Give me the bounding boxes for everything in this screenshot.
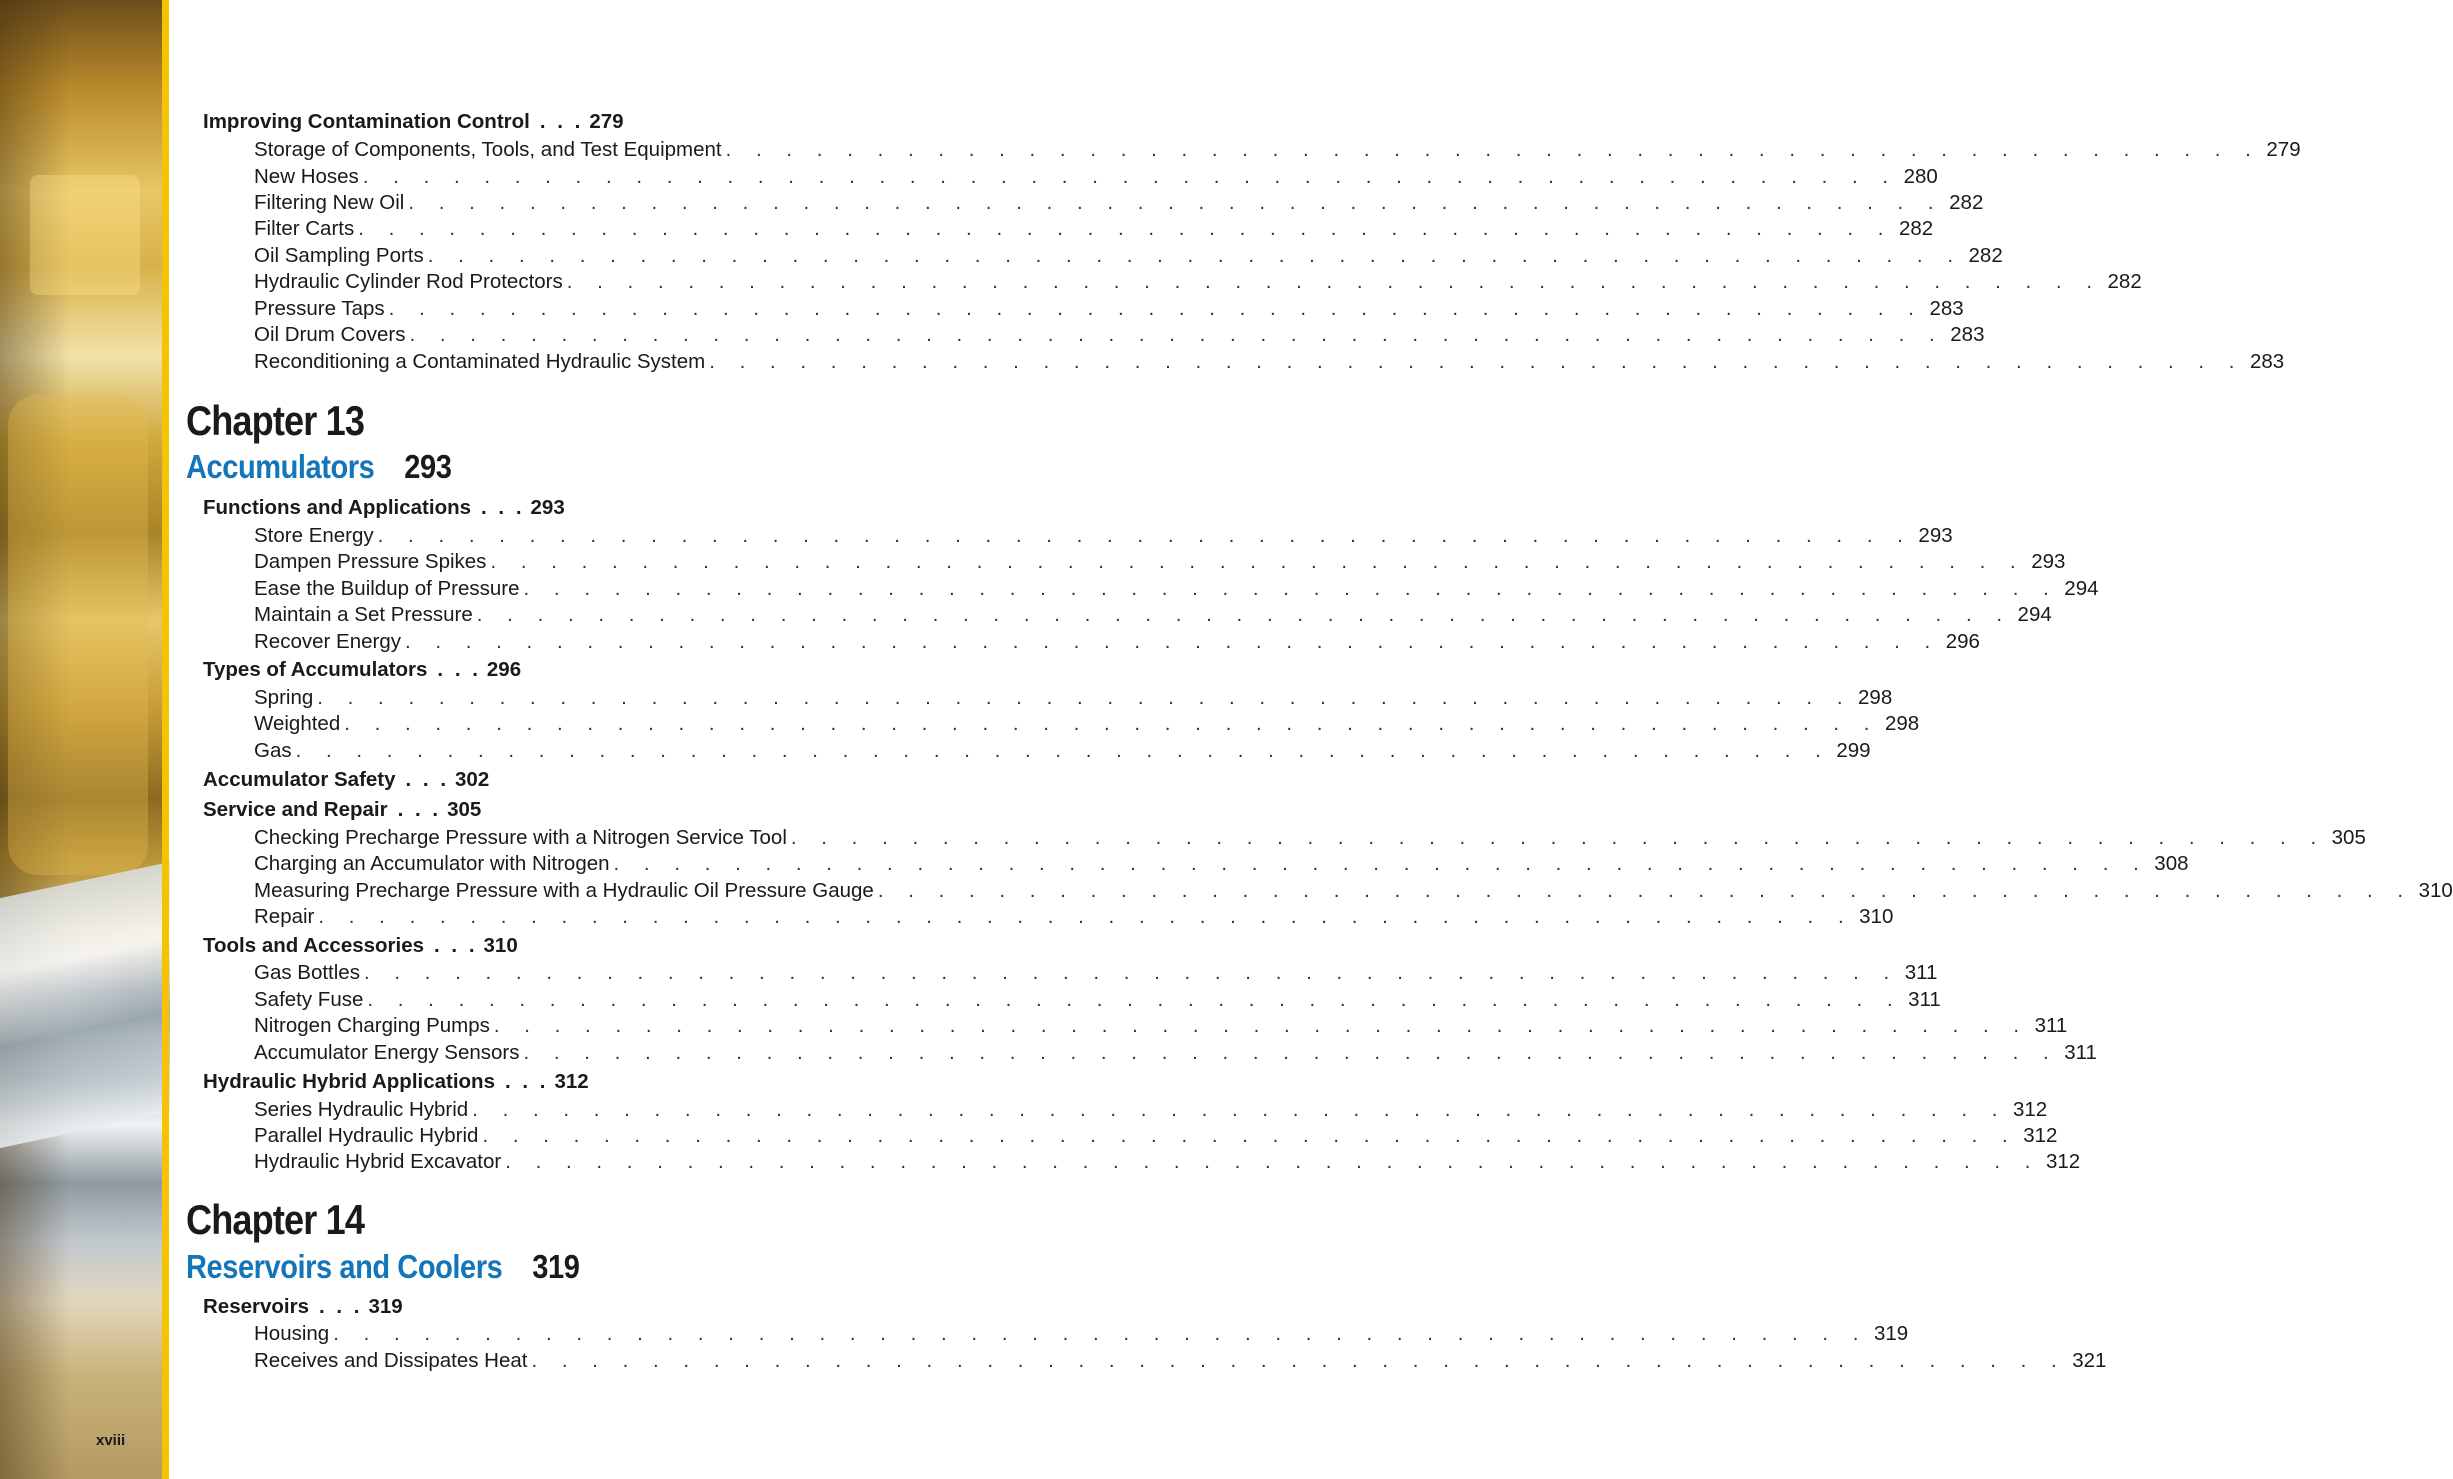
dot-leader: . . . . . . . . . . . . . . . . . . . . . . . . . . . . . . . . . . . . . . . . . . . . . . . . . . . bbox=[493, 1014, 2029, 1037]
toc-entry bbox=[254, 878, 2453, 904]
entry-title: Recover Energy bbox=[254, 630, 401, 653]
page-number: xviii bbox=[96, 1432, 126, 1449]
toc-entry bbox=[254, 1348, 2107, 1374]
entry-page: 282 bbox=[1968, 244, 2003, 267]
entry-page: 319 bbox=[1873, 1322, 1909, 1345]
section-title: Functions and Applications bbox=[203, 496, 472, 519]
toc-entry bbox=[254, 269, 2142, 295]
entry-page: 312 bbox=[2012, 1098, 2048, 1121]
entry-title: Parallel Hydraulic Hybrid bbox=[254, 1124, 479, 1147]
section-heading bbox=[203, 932, 518, 960]
dot-leader: . . . . . . . . . . . . . . . . . . . . . . . . . . . . . . . . . . . . . . . . . . . . . . . . . . . bbox=[377, 524, 1913, 547]
dot-leader: . . . . . . . . . . . . . . . . . . . . . . . . . . . . . . . . . . . . . . . . . . . . . . . . . . . bbox=[409, 323, 1945, 346]
section-heading bbox=[203, 766, 489, 794]
toc-entry bbox=[254, 243, 2003, 269]
chapter-title-text: Reservoirs and Coolers bbox=[186, 1248, 503, 1285]
section-title: Hydraulic Hybrid Applications bbox=[203, 1070, 495, 1093]
toc-entry bbox=[254, 825, 2366, 851]
toc-entry bbox=[254, 164, 1938, 190]
entry-page: 282 bbox=[1899, 217, 1934, 240]
section-heading bbox=[203, 1293, 403, 1321]
dot-leader: . . . . . . . . . . . . . . . . . . . . . . . . . . . . . . . . . . . . . . . . . . . . . . . . . . . bbox=[725, 138, 2261, 161]
entry-title: Ease the Buildup of Pressure bbox=[254, 577, 520, 600]
entry-page: 298 bbox=[1858, 686, 1893, 709]
entry-page: 283 bbox=[1929, 297, 1964, 320]
chapter-13-label: Chapter 13 bbox=[186, 397, 365, 444]
chapter-title-text: Accumulators bbox=[186, 448, 375, 485]
dot-leader: . . . . . . . . . . . . . . . . . . . . . . . . . . . . . . . . . . . . . . . . . . . . . . . . . . . bbox=[566, 270, 2102, 293]
dot-leader: . . . . . . . . . . . . . . . . . . . . . . . . . . . . . . . . . . . . . . . . . . . . . . . . . . . bbox=[523, 577, 2059, 600]
entry-title: Store Energy bbox=[254, 524, 374, 547]
dot-leader: . . . . . . . . . . . . . . . . . . . . . . . . . . . . . . . . . . . . . . . . . . . . . . . . . . . bbox=[388, 297, 1924, 320]
chapter-14-title bbox=[186, 1248, 579, 1286]
toc-entry bbox=[254, 711, 1920, 737]
entry-title: Maintain a Set Pressure bbox=[254, 603, 473, 626]
section-page: 296 bbox=[486, 658, 522, 681]
toc-entry bbox=[254, 576, 2099, 602]
dot-leader: . . . . . . . . . . . . . . . . . . . . . . . . . . . . . . . . . . . . . . . . . . . . . . . . . . . bbox=[344, 712, 1879, 735]
dot-leader: . . . . . . . . . . . . . . . . . . . . . . . . . . . . . . . . . . . . . . . . . . . . . . . . . . . bbox=[482, 1124, 2018, 1147]
toc-entry bbox=[254, 1321, 1909, 1347]
section-page: 310 bbox=[483, 934, 518, 957]
entry-page: 282 bbox=[2107, 270, 2142, 293]
toc-entry bbox=[254, 629, 1980, 655]
entry-title: Measuring Precharge Pressure with a Hydraulic Oil Pressure Gauge bbox=[254, 879, 874, 902]
entry-title: Filter Carts bbox=[254, 217, 355, 240]
entry-title: Oil Drum Covers bbox=[254, 323, 406, 346]
entry-title: Spring bbox=[254, 686, 314, 709]
section-page: 293 bbox=[530, 496, 565, 519]
section-dots: . . . bbox=[318, 1295, 363, 1318]
toc-entry bbox=[254, 960, 1938, 986]
section-title: Service and Repair bbox=[203, 798, 388, 821]
entry-title: Accumulator Energy Sensors bbox=[254, 1041, 520, 1064]
dot-leader: . . . . . . . . . . . . . . . . . . . . . . . . . . . . . . . . . . . . . . . . . . . . . . . . . . . bbox=[317, 686, 1853, 709]
dot-leader: . . . . . . . . . . . . . . . . . . . . . . . . . . . . . . . . . . . . . . . . . . . . . . . . . . . bbox=[358, 217, 1893, 240]
entry-page: 311 bbox=[2034, 1014, 2068, 1037]
entry-title: Nitrogen Charging Pumps bbox=[254, 1014, 490, 1037]
section-dots: . . . bbox=[405, 768, 450, 791]
dot-leader: . . . . . . . . . . . . . . . . . . . . . . . . . . . . . . . . . . . . . . . . . . . . . . . . . . . bbox=[505, 1150, 2040, 1173]
section-page: 302 bbox=[455, 768, 490, 791]
toc-entry bbox=[254, 1123, 2058, 1149]
toc-entry bbox=[254, 1149, 2081, 1175]
section-title: Reservoirs bbox=[203, 1295, 309, 1318]
entry-page: 311 bbox=[1904, 961, 1938, 984]
entry-page: 282 bbox=[1949, 191, 1984, 214]
toc-entry bbox=[254, 549, 2066, 575]
toc-entry bbox=[254, 1013, 2068, 1039]
dot-leader: . . . . . . . . . . . . . . . . . . . . . . . . . . . . . . . . . . . . . . . . . . . . . . . . . . . bbox=[877, 879, 2413, 902]
dot-leader: . . . . . . . . . . . . . . . . . . . . . . . . . . . . . . . . . . . . . . . . . . . . . . . . . . . bbox=[427, 244, 1963, 267]
entry-page: 308 bbox=[2154, 852, 2189, 875]
entry-title: Checking Precharge Pressure with a Nitrogen Service Tool bbox=[254, 826, 787, 849]
section-dots: . . . bbox=[437, 658, 481, 681]
entry-title: Oil Sampling Ports bbox=[254, 244, 424, 267]
toc-entry bbox=[254, 1040, 2097, 1066]
entry-page: 296 bbox=[1945, 630, 1980, 653]
entry-page: 311 bbox=[1908, 988, 1941, 1011]
entry-title: Charging an Accumulator with Nitrogen bbox=[254, 852, 610, 875]
dot-leader: . . . . . . . . . . . . . . . . . . . . . . . . . . . . . . . . . . . . . . . . . . . . . . . . . . . bbox=[363, 961, 1899, 984]
dot-leader: . . . . . . . . . . . . . . . . . . . . . . . . . . . . . . . . . . . . . . . . . . . . . . . . . . . bbox=[709, 350, 2244, 373]
toc-entry bbox=[254, 322, 1985, 348]
toc-entry bbox=[254, 685, 1893, 711]
section-heading bbox=[203, 796, 481, 824]
entry-title: Storage of Components, Tools, and Test Equipment bbox=[254, 138, 722, 161]
section-page: 319 bbox=[368, 1295, 403, 1318]
section-page: 312 bbox=[554, 1070, 589, 1093]
chapter-page: 319 bbox=[532, 1248, 580, 1285]
dot-leader: . . . . . . . . . . . . . . . . . . . . . . . . . . . . . . . . . . . . . . . . . . . . . . . . . . . bbox=[476, 603, 2012, 626]
toc-entry bbox=[254, 296, 1964, 322]
entry-title: Weighted bbox=[254, 712, 341, 735]
chapter-page: 293 bbox=[404, 448, 452, 485]
section-heading bbox=[203, 494, 565, 522]
entry-title: Reconditioning a Contaminated Hydraulic System bbox=[254, 350, 706, 373]
dot-leader: . . . . . . . . . . . . . . . . . . . . . . . . . . . . . . . . . . . . . . . . . . . . . . . . . . . bbox=[362, 165, 1898, 188]
chapter-13-title bbox=[186, 448, 451, 486]
dot-leader: . . . . . . . . . . . . . . . . . . . . . . . . . . . . . . . . . . . . . . . . . . . . . . . . . . . bbox=[613, 852, 2149, 875]
entry-title: Hydraulic Cylinder Rod Protectors bbox=[254, 270, 563, 293]
entry-page: 321 bbox=[2072, 1349, 2107, 1372]
entry-page: 283 bbox=[1950, 323, 1985, 346]
dot-leader: . . . . . . . . . . . . . . . . . . . . . . . . . . . . . . . . . . . . . . . . . . . . . . . . . . . bbox=[523, 1041, 2059, 1064]
entry-title: Receives and Dissipates Heat bbox=[254, 1349, 528, 1372]
chapter-14-label: Chapter 14 bbox=[186, 1196, 365, 1243]
entry-page: 299 bbox=[1836, 739, 1871, 762]
dot-leader: . . . . . . . . . . . . . . . . . . . . . . . . . . . . . . . . . . . . . . . . . . . . . . . . . . . bbox=[490, 550, 2026, 573]
entry-page: 280 bbox=[1903, 165, 1938, 188]
dot-leader: . . . . . . . . . . . . . . . . . . . . . . . . . . . . . . . . . . . . . . . . . . . . . . . . . . . bbox=[295, 739, 1831, 762]
section-dots: . . . bbox=[539, 110, 584, 133]
dot-leader: . . . . . . . . . . . . . . . . . . . . . . . . . . . . . . . . . . . . . . . . . . . . . . . . . . . bbox=[367, 988, 1903, 1011]
section-heading bbox=[203, 656, 521, 684]
toc-entry bbox=[254, 523, 1953, 549]
toc-entry bbox=[254, 738, 1871, 764]
entry-title: Housing bbox=[254, 1322, 330, 1345]
entry-page: 293 bbox=[1918, 524, 1953, 547]
entry-page: 305 bbox=[2331, 826, 2366, 849]
entry-page: 279 bbox=[2266, 138, 2301, 161]
section-page: 279 bbox=[589, 110, 624, 133]
section-title: Types of Accumulators bbox=[203, 658, 428, 681]
toc-entry bbox=[254, 216, 1934, 242]
entry-page: 312 bbox=[2023, 1124, 2058, 1147]
entry-page: 310 bbox=[1859, 905, 1894, 928]
entry-title: Dampen Pressure Spikes bbox=[254, 550, 487, 573]
toc-entry bbox=[254, 904, 1894, 930]
section-heading bbox=[203, 108, 624, 136]
entry-title: Gas Bottles bbox=[254, 961, 360, 984]
toc-entry bbox=[254, 851, 2189, 877]
dot-leader: . . . . . . . . . . . . . . . . . . . . . . . . . . . . . . . . . . . . . . . . . . . . . . . . . . . bbox=[404, 630, 1940, 653]
entry-title: Series Hydraulic Hybrid bbox=[254, 1098, 469, 1121]
toc-entry bbox=[254, 1097, 2048, 1123]
section-dots: . . . bbox=[481, 496, 525, 519]
entry-page: 310 bbox=[2418, 879, 2453, 902]
section-title: Accumulator Safety bbox=[203, 768, 396, 791]
dot-leader: . . . . . . . . . . . . . . . . . . . . . . . . . . . . . . . . . . . . . . . . . . . . . . . . . . . bbox=[472, 1098, 2007, 1121]
toc-entry bbox=[254, 137, 2301, 163]
toc-entry bbox=[254, 987, 1941, 1013]
entry-page: 312 bbox=[2046, 1150, 2081, 1173]
section-dots: . . . bbox=[434, 934, 478, 957]
entry-title: Hydraulic Hybrid Excavator bbox=[254, 1150, 502, 1173]
entry-page: 293 bbox=[2031, 550, 2066, 573]
toc-entry bbox=[254, 602, 2052, 628]
toc-entry bbox=[254, 349, 2285, 375]
entry-page: 311 bbox=[2064, 1041, 2097, 1064]
section-title: Improving Contamination Control bbox=[203, 110, 530, 133]
entry-title: Filtering New Oil bbox=[254, 191, 405, 214]
section-dots: . . . bbox=[505, 1070, 549, 1093]
dot-leader: . . . . . . . . . . . . . . . . . . . . . . . . . . . . . . . . . . . . . . . . . . . . . . . . . . . bbox=[318, 905, 1854, 928]
dot-leader: . . . . . . . . . . . . . . . . . . . . . . . . . . . . . . . . . . . . . . . . . . . . . . . . . . . bbox=[333, 1322, 1868, 1345]
entry-title: Gas bbox=[254, 739, 292, 762]
entry-title: Safety Fuse bbox=[254, 988, 364, 1011]
dot-leader: . . . . . . . . . . . . . . . . . . . . . . . . . . . . . . . . . . . . . . . . . . . . . . . . . . . bbox=[408, 191, 1944, 214]
entry-page: 298 bbox=[1885, 712, 1920, 735]
entry-title: Pressure Taps bbox=[254, 297, 385, 320]
toc-entry bbox=[254, 190, 1984, 216]
section-dots: . . . bbox=[397, 798, 442, 821]
section-title: Tools and Accessories bbox=[203, 934, 425, 957]
section-heading bbox=[203, 1068, 589, 1096]
entry-title: Repair bbox=[254, 905, 315, 928]
entry-page: 283 bbox=[2250, 350, 2285, 373]
entry-page: 294 bbox=[2017, 603, 2052, 626]
section-page: 305 bbox=[447, 798, 482, 821]
dot-leader: . . . . . . . . . . . . . . . . . . . . . . . . . . . . . . . . . . . . . . . . . . . . . . . . . . . bbox=[790, 826, 2326, 849]
entry-page: 294 bbox=[2064, 577, 2099, 600]
entry-title: New Hoses bbox=[254, 165, 359, 188]
dot-leader: . . . . . . . . . . . . . . . . . . . . . . . . . . . . . . . . . . . . . . . . . . . . . . . . . . . bbox=[531, 1349, 2067, 1372]
